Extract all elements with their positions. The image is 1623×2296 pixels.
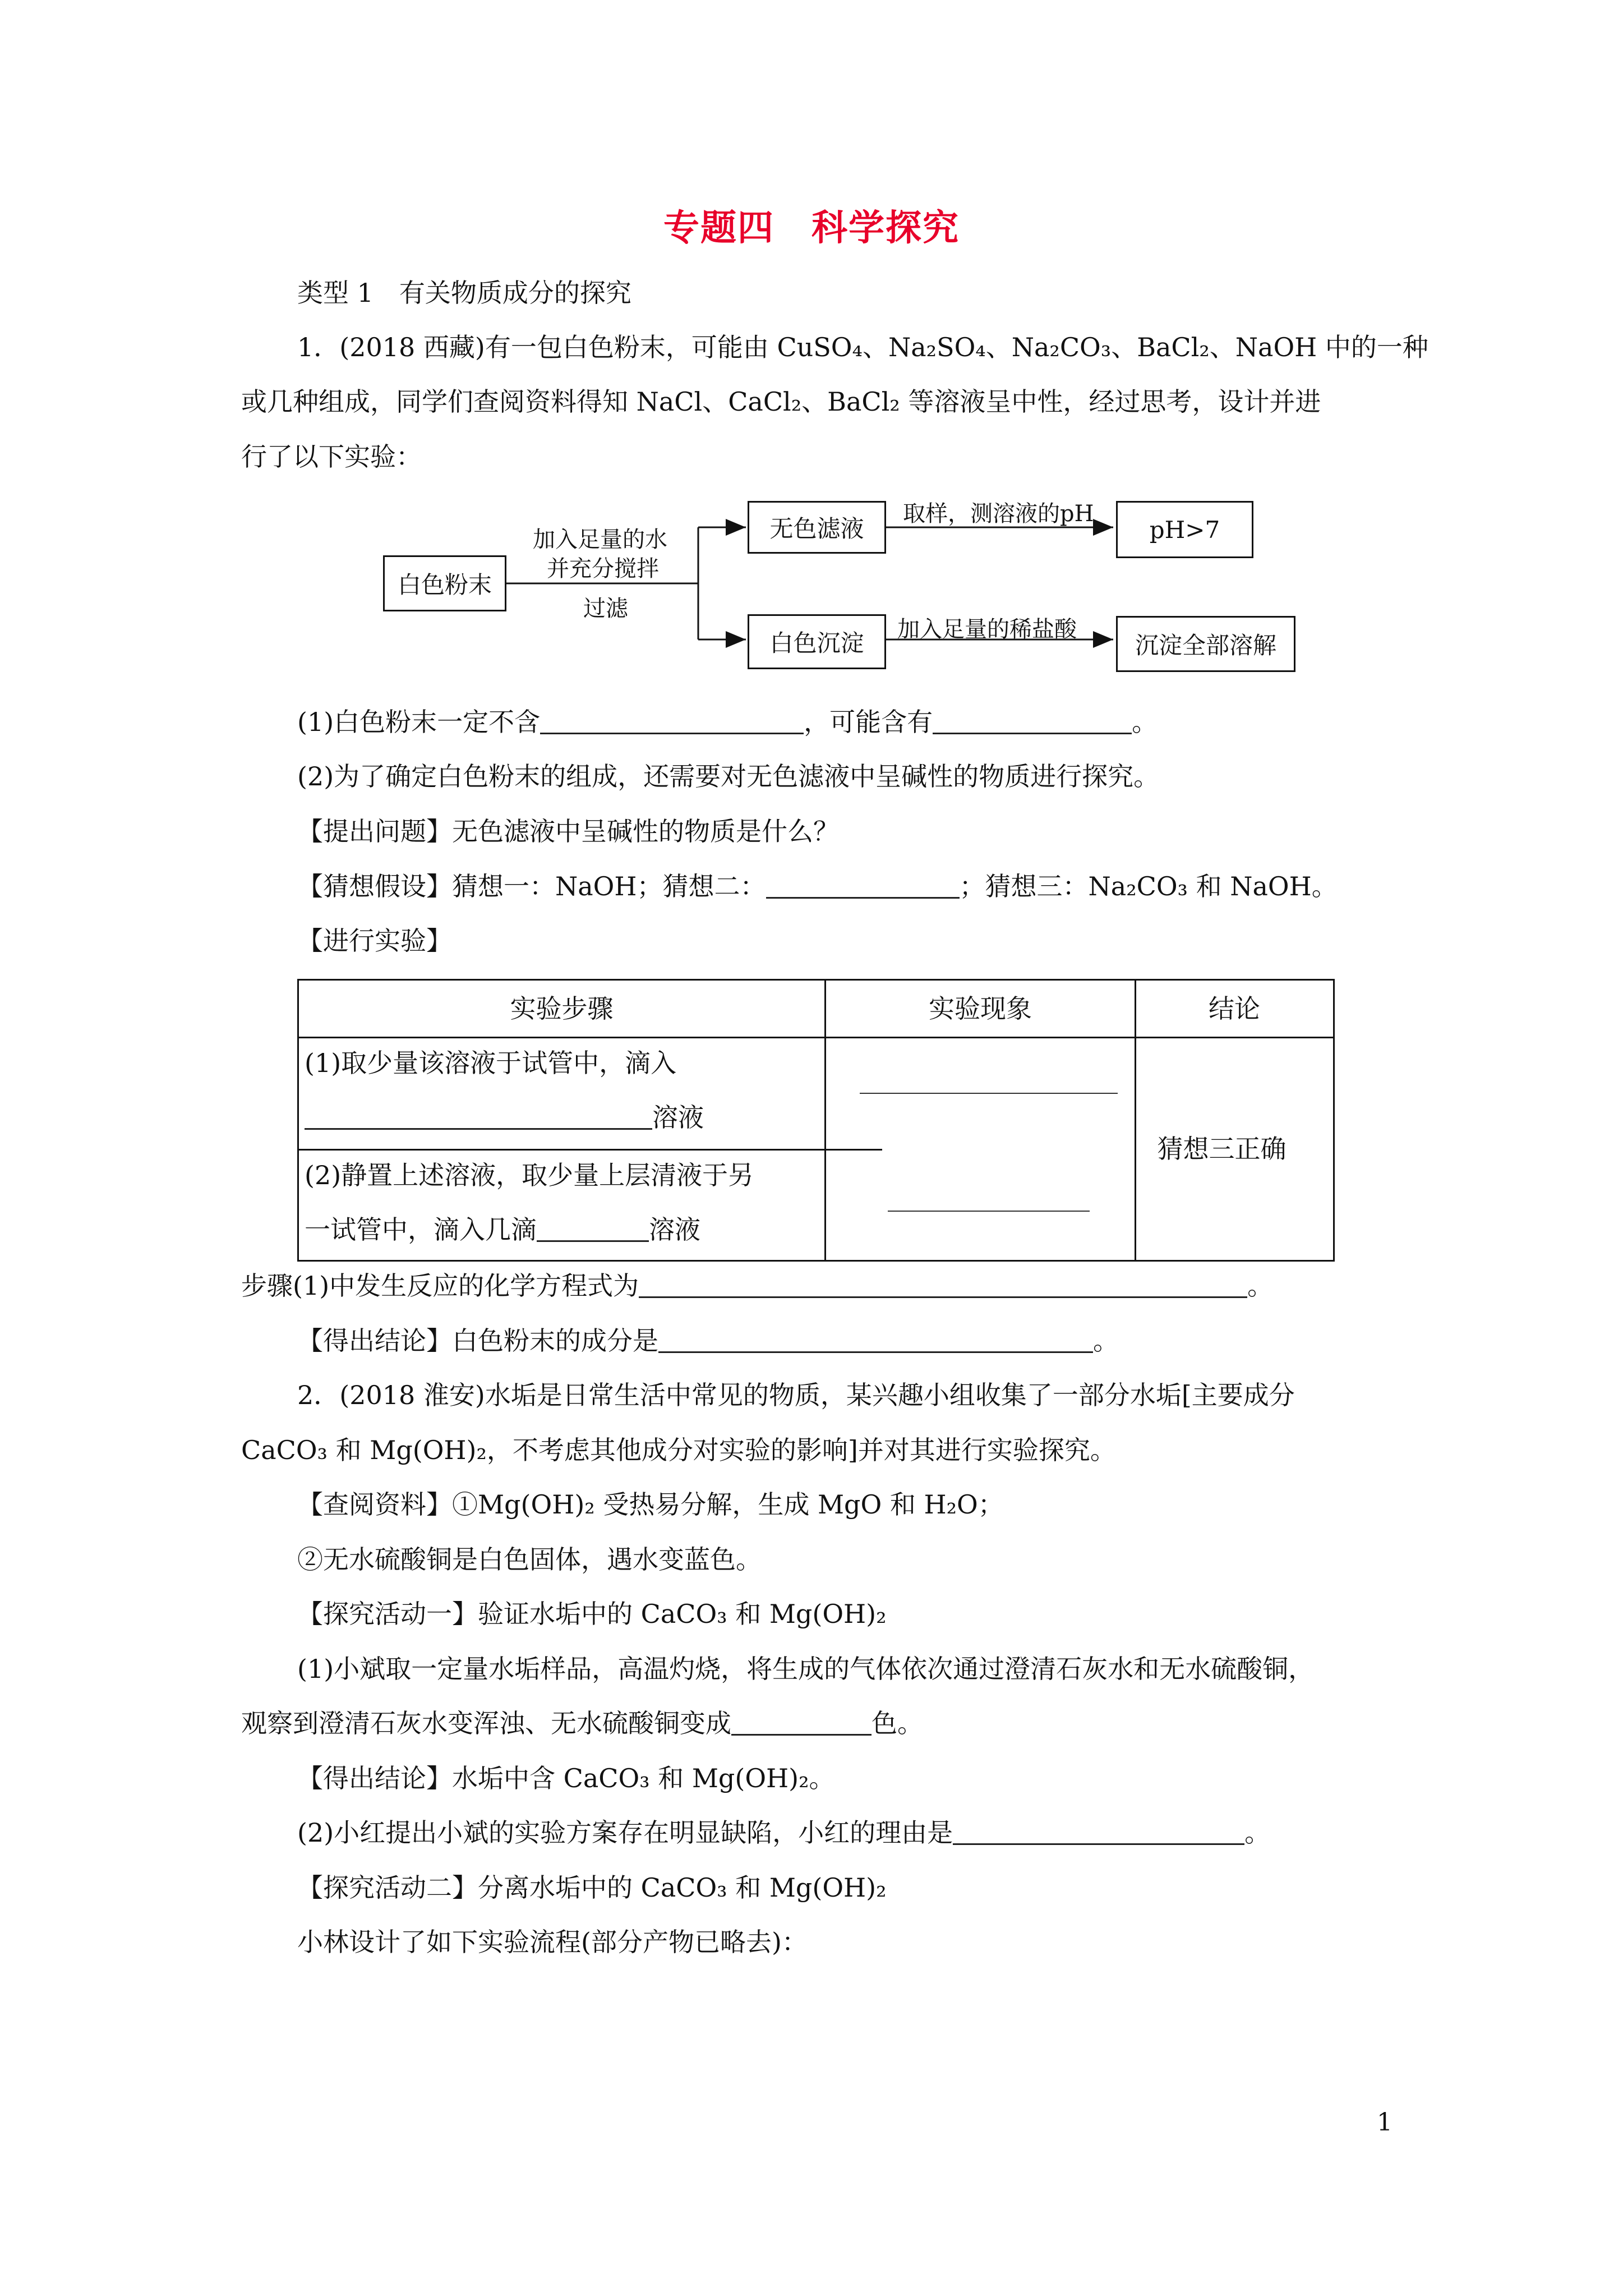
answer-blank[interactable] <box>305 1103 652 1130</box>
answer-blank[interactable] <box>537 1216 649 1242</box>
answer-blank[interactable] <box>953 1819 1244 1845</box>
flow-label-add-water: 加入足量的水 <box>533 527 667 553</box>
q1-line-3: 行了以下实验： <box>241 441 422 472</box>
q2-flow-intro: 小林设计了如下实验流程(部分产物已略去)： <box>297 1927 808 1957</box>
table-row2-text: 一试管中，滴入几滴 <box>305 1214 537 1245</box>
q2-line-1: 2．(2018 淮安)水垢是日常生活中常见的物质，某兴趣小组收集了一部分水垢[主要成分 <box>297 1380 1295 1410</box>
answer-blank[interactable] <box>888 1211 1090 1212</box>
answer-blank[interactable] <box>766 872 960 899</box>
q2-line-2: CaCO₃ 和 Mg(OH)₂，不考虑其他成分对实验的影响]并对其进行实验探究。 <box>241 1435 1116 1465</box>
q1-hypothesis-text-2: ；猜想三：Na₂CO₃ 和 NaOH。 <box>959 871 1338 901</box>
q1-hypothesis <box>297 868 1453 904</box>
page-number: 1 <box>1377 2108 1393 2137</box>
table-row2-line1: (2)静置上述溶液，取少量上层清液于另 <box>305 1160 754 1190</box>
q1-equation-text: 步骤(1)中发生反应的化学方程式为 <box>241 1271 639 1301</box>
q2-activity-1: 【探究活动一】验证水垢中的 CaCO₃ 和 Mg(OH)₂ <box>297 1599 887 1629</box>
flow-box-dissolve: 沉淀全部溶解 <box>1116 616 1295 672</box>
answer-blank[interactable] <box>540 708 804 734</box>
q2-info-1: 【查阅资料】①Mg(OH)₂ 受热易分解，生成 MgO 和 H₂O； <box>297 1489 1004 1520</box>
table-row1-text: 溶液 <box>652 1102 704 1133</box>
answer-blank[interactable] <box>658 1327 1093 1353</box>
table-rule <box>299 1149 882 1151</box>
q1-hypothesis-text: 【猜想假设】猜想一：NaOH；猜想二： <box>297 871 766 901</box>
table-row1-line2 <box>305 1099 704 1135</box>
table-rule <box>299 1037 1333 1038</box>
table-row1-line1: (1)取少量该溶液于试管中，滴入 <box>305 1048 677 1078</box>
q2-info-2: ②无水硫酸铜是白色固体，遇水变蓝色。 <box>297 1544 762 1575</box>
flow-box-ph-result: pH>7 <box>1116 501 1253 558</box>
q1-equation <box>241 1268 1396 1304</box>
q1-sub1-text-3: 。 <box>1132 707 1158 737</box>
table-row2-text-2: 溶液 <box>649 1214 700 1245</box>
answer-blank[interactable] <box>860 1093 1118 1094</box>
flow-box-precipitate: 白色沉淀 <box>748 614 886 669</box>
q2-part-2 <box>297 1815 1453 1851</box>
section-type-heading: 类型 1 有关物质成分的探究 <box>297 278 631 308</box>
page-title: 专题四 科学探究 <box>663 207 960 249</box>
flow-label-add-acid: 加入足量的稀盐酸 <box>897 616 1077 642</box>
q2-activity-2: 【探究活动二】分离水垢中的 CaCO₃ 和 Mg(OH)₂ <box>297 1872 887 1903</box>
q1-sub1-text-2: ，可能含有 <box>804 707 933 737</box>
flow-box-white-powder: 白色粉末 <box>383 555 506 611</box>
table-header-phenomena: 实验现象 <box>929 993 1032 1024</box>
q1-sub2: (2)为了确定白色粉末的组成，还需要对无色滤液中呈碱性的物质进行探究。 <box>297 761 1160 792</box>
experiment-table <box>297 979 1335 1262</box>
q2-activity-1-text: 观察到澄清石灰水变浑浊、无水硫酸铜变成 <box>241 1708 731 1738</box>
q1-sub1 <box>297 704 1453 740</box>
table-row2-line2 <box>305 1212 700 1248</box>
q1-line-2: 或几种组成，同学们查阅资料得知 NaCl、CaCl₂、BaCl₂ 等溶液呈中性，经过思考，设计并进 <box>241 386 1321 417</box>
q2-part-2-text-2: 。 <box>1244 1818 1271 1848</box>
q2-activity-1-p2 <box>241 1705 1396 1741</box>
table-header-steps: 实验步骤 <box>510 993 614 1024</box>
answer-blank[interactable] <box>933 708 1132 734</box>
table-conclusion-value: 猜想三正确 <box>1157 1134 1287 1164</box>
q1-line-1: 1．(2018 西藏)有一包白色粉末，可能由 CuSO₄、Na₂SO₄、Na₂CO₃、BaCl₂、NaOH 中的一种 <box>297 332 1428 362</box>
answer-blank[interactable] <box>731 1709 872 1736</box>
q2-part-2-text: (2)小红提出小斌的实验方案存在明显缺陷，小红的理由是 <box>297 1818 953 1848</box>
answer-blank[interactable] <box>639 1272 1247 1298</box>
q1-sub1-text: (1)白色粉末一定不含 <box>297 707 541 737</box>
q1-experiment-heading: 【进行实验】 <box>297 926 452 956</box>
flow-label-measure-ph: 取样，测溶液的pH <box>903 501 1094 527</box>
q1-result-text-2: 。 <box>1093 1326 1119 1356</box>
flow-label-filter: 过滤 <box>583 596 628 622</box>
q1-result <box>297 1323 1453 1359</box>
q1-equation-text-2: 。 <box>1247 1271 1274 1301</box>
q2-conclusion-1: 【得出结论】水垢中含 CaCO₃ 和 Mg(OH)₂。 <box>297 1763 835 1793</box>
flow-box-filtrate: 无色滤液 <box>748 501 886 554</box>
q2-activity-1-text-2: 色。 <box>872 1708 923 1738</box>
q1-result-text: 【得出结论】白色粉末的成分是 <box>297 1326 658 1356</box>
flow-label-stir: 并充分搅拌 <box>547 556 659 582</box>
table-header-conclusion: 结论 <box>1209 993 1260 1024</box>
q2-activity-1-p1: (1)小斌取一定量水垢样品，高温灼烧，将生成的气体依次通过澄清石灰水和无水硫酸铜， <box>297 1654 1315 1684</box>
q1-question: 【提出问题】无色滤液中呈碱性的物质是什么？ <box>297 816 839 846</box>
